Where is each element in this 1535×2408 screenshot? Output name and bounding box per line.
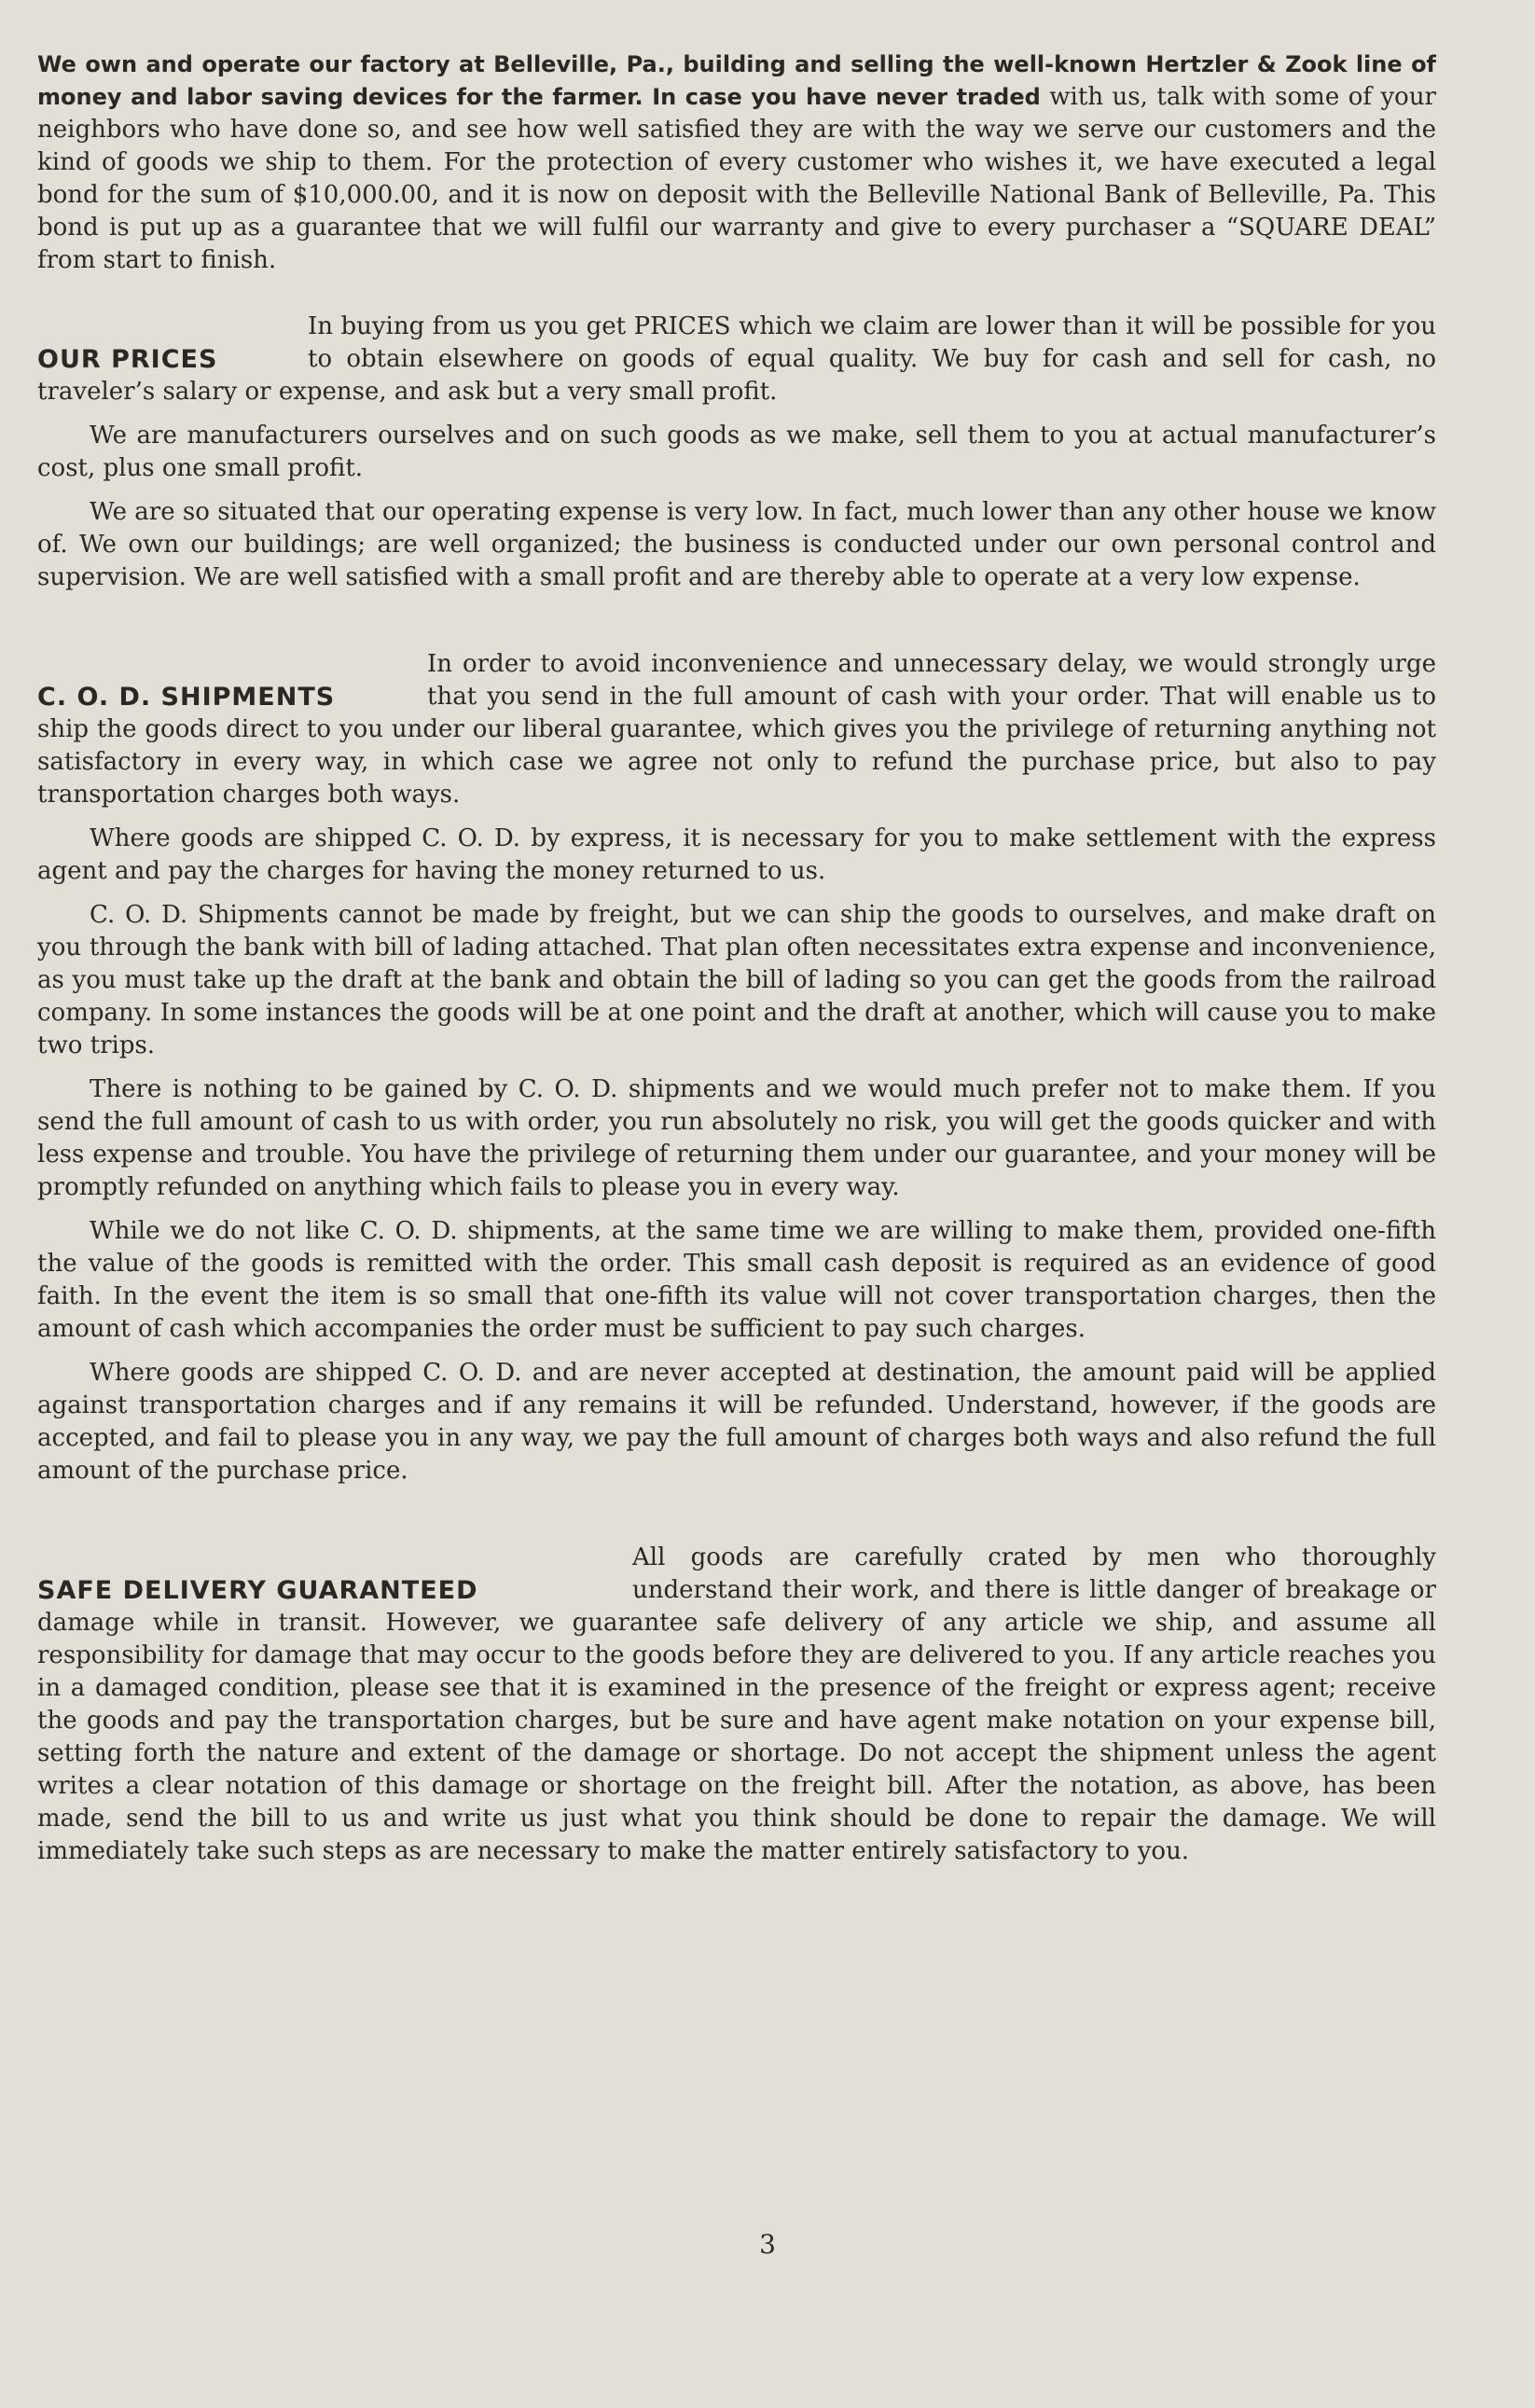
intro-paragraph: [37, 48, 1436, 277]
catalog-page: [37, 48, 1436, 2352]
safe-paragraph: [37, 1542, 1436, 1868]
intro-body-text: with us, talk with some of your neighbors who have done so, and see how well satisfied they are with the way we serve our customers and the kind of goods we ship to them. For the protection of every customer who wishes it, we have executed a legal bond for the sum of $10,000.00, and it is now on deposit with the Belleville National Bank of Belleville, Pa. This bond is put up as a guarantee that we will fulfil our warranty and give to every purchaser a “SQUARE DEAL” from start to finish.: [37, 83, 1436, 274]
page-number: 3: [759, 2229, 776, 2260]
section-cod-shipments: [37, 648, 1436, 1488]
cod-paragraph-6: Where goods are shipped C. O. D. and are never accepted at destination, the amount paid will be applied against transportation charges and if any remains it will be refunded. Understand, however, if the goods are accepted, and fail to please you in any way, we pay the full amount of charges both ways and also refund the full amount of the purchase price.: [37, 1359, 1436, 1485]
heading-our-prices: OUR PRICES: [37, 345, 218, 374]
prices-paragraph-3: We are so situated that our operating expense is very low. In fact, much lower than any other house we know of. We own our buildings; are well organized; the business is conducted under our own personal control and supervision. We are well satisfied with a small profit and are thereby able to operate at a very low expense.: [37, 498, 1436, 591]
cod-paragraph-3: C. O. D. Shipments cannot be made by freight, but we can ship the goods to ourselves, and make draft on you through the bank with bill of lading attached. That plan often necessitates extra expense and inconvenience, as you must take up the draft at the bank and obtain the bill of lading so you can get the goods from the railroad company. In some instances the goods will be at one point and the draft at another, which will cause you to make two trips.: [37, 901, 1436, 1059]
prices-paragraph-2: We are manufacturers ourselves and on such goods as we make, sell them to you at actual manufacturer’s cost, plus one small profit.: [37, 422, 1436, 482]
cod-paragraph-5: While we do not like C. O. D. shipments, at the same time we are willing to make them, provided one-fifth the value of the goods is remitted with the order. This small cash deposit is required as an evidence of good faith. In the event the item is so small that one-fifth its value will not cover transportation charges, then the amount of cash which accompanies the order must be sufficient to pay such charges.: [37, 1217, 1436, 1343]
cod-paragraph-1: [37, 648, 1436, 811]
cod-text-1: In order to avoid inconvenience and unnecessary delay, we would strongly urge that you send in the full amount of cash with your order. That will enable us to ship the goods direct to you under our liberal guarantee, which gives you the privilege of returning anything not satisfactory in every way, in which case we agree not only to refund the purchase price, but also to pay transportation charges both ways.: [37, 650, 1436, 809]
cod-paragraph-4: There is nothing to be gained by C. O. D. shipments and we would much prefer not to make them. If you send the full amount of cash to us with order, you run absolutely no risk, you will get the goods quicker and with less expense and trouble. You have the privilege of returning them under our guarantee, and your money will be promptly refunded on anything which fails to please you in every way.: [37, 1075, 1436, 1201]
heading-safe-delivery: SAFE DELIVERY GUARANTEED: [37, 1576, 478, 1605]
prices-paragraph-1: [37, 311, 1436, 408]
section-safe-delivery: [37, 1542, 1436, 1868]
safe-text: All goods are carefully crated by men who thoroughly understand their work, and there is little danger of breakage or damage while in transit. However, we guarantee safe delivery of any article we ship, and assume all responsibility for damage that may occur to the goods before they are delivered to you. If any article reaches you in a damaged condition, please see that it is examined in the presence of the freight or express agent; receive the goods and pay the transportation charges, but be sure and have agent make notation on your expense bill, setting forth the nature and extent of the damage or shortage. Do not accept the shipment unless the agent writes a clear notation of this damage or shortage on the freight bill. After the notation, as above, has been made, send the bill to us and write us just what you think should be done to repair the damage. We will immediately take such steps as are necessary to make the matter entirely satisfactory to you.: [37, 1543, 1436, 1865]
prices-text-1: In buying from us you get PRICES which we claim are lower than it will be possible for you to obtain elsewhere on goods of equal quality. We buy for cash and sell for cash, no traveler’s salary or expense, and ask but a very small profit.: [37, 312, 1436, 406]
heading-cod-shipments: C. O. D. SHIPMENTS: [37, 683, 336, 712]
intro-lead-text: We own and operate our factory at Belleville, Pa., building and selling the well-known Hertzler & Zook line of money and labor saving devices for the farmer. In case you have never traded: [37, 51, 1436, 110]
section-our-prices: [37, 311, 1436, 594]
cod-paragraph-2: Where goods are shipped C. O. D. by express, it is necessary for you to make settlement with the express agent and pay the charges for having the money returned to us.: [37, 824, 1436, 885]
